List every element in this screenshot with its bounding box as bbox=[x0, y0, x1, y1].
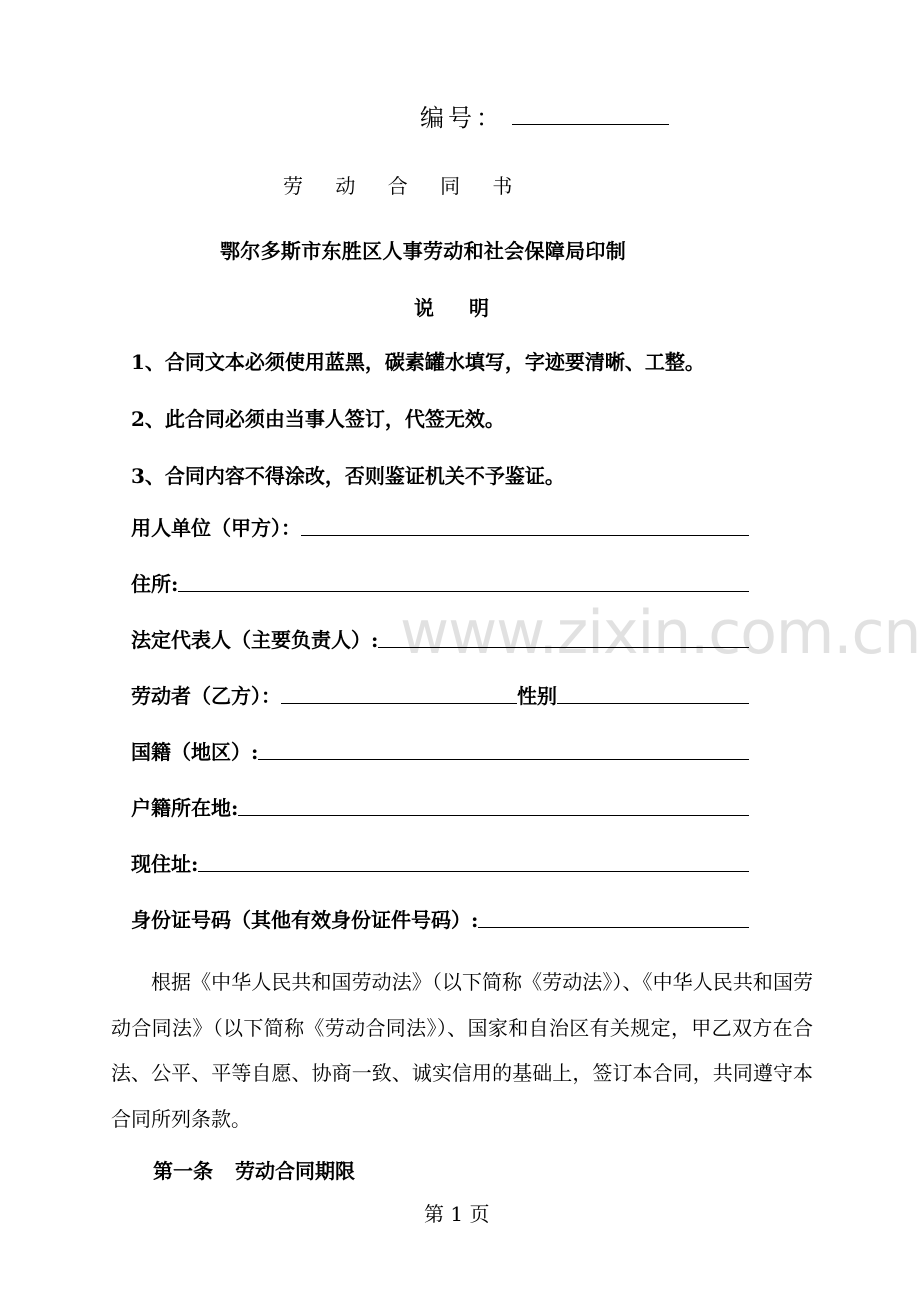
nationality-blank[interactable] bbox=[258, 735, 749, 760]
address-blank[interactable] bbox=[178, 567, 749, 592]
note-item: 3、合同内容不得涂改，否则鉴证机关不予鉴证。 bbox=[131, 464, 565, 488]
document-title: 劳 动 合 同 书 bbox=[283, 174, 526, 198]
worker-field bbox=[131, 676, 749, 710]
employer-blank[interactable] bbox=[301, 511, 749, 536]
page-number: 第 1 页 bbox=[424, 1202, 490, 1226]
gender-label: 性别 bbox=[517, 684, 557, 708]
legal-rep-field bbox=[131, 620, 749, 654]
household-label: 户籍所在地: bbox=[131, 796, 239, 820]
article-title: 劳动合同期限 bbox=[235, 1159, 355, 1183]
note-item: 1、合同文本必须使用蓝黑，碳素罐水填写，字迹要清晰、工整。 bbox=[131, 350, 705, 374]
intro-paragraph: 根据《中华人民共和国劳动法》（以下简称《劳动法》）、《中华人民共和国劳动合同法》（以下简称《劳动合同法》）、国家和自治区有关规定，甲乙双方在合法、公平、平等自愿、协商一致、诚实信用的基础上，签订本合同，共同遵守本合同所列条款。 bbox=[111, 970, 813, 1131]
contract-number-label: 编号： bbox=[420, 104, 504, 132]
gender-blank[interactable] bbox=[557, 679, 749, 704]
id-number-label: 身份证号码（其他有效身份证件号码）: bbox=[131, 908, 479, 932]
current-address-blank[interactable] bbox=[198, 847, 749, 872]
contract-number-blank[interactable] bbox=[512, 124, 669, 125]
legal-rep-blank[interactable] bbox=[378, 623, 749, 648]
address-field bbox=[131, 564, 749, 598]
id-number-blank[interactable] bbox=[478, 903, 749, 928]
address-label: 住所: bbox=[131, 572, 179, 596]
nationality-label: 国籍（地区）: bbox=[131, 740, 259, 764]
notes-heading: 说 明 bbox=[414, 296, 503, 320]
worker-label: 劳动者（乙方）： bbox=[131, 684, 281, 708]
nationality-field bbox=[131, 732, 749, 766]
employer-label: 用人单位（甲方）： bbox=[131, 516, 301, 540]
note-item: 2、此合同必须由当事人签订，代签无效。 bbox=[131, 407, 505, 431]
article-number: 第一条 bbox=[153, 1159, 213, 1183]
worker-blank[interactable] bbox=[281, 679, 517, 704]
id-number-field bbox=[131, 900, 749, 934]
household-blank[interactable] bbox=[238, 791, 749, 816]
watermark: www.zixin.com.cn bbox=[400, 598, 920, 668]
employer-field bbox=[131, 508, 749, 542]
current-address-field bbox=[131, 844, 749, 878]
household-field bbox=[131, 788, 749, 822]
publisher-line: 鄂尔多斯市东胜区人事劳动和社会保障局印制 bbox=[220, 239, 626, 263]
article-heading bbox=[153, 1155, 355, 1184]
current-address-label: 现住址: bbox=[131, 852, 199, 876]
legal-rep-label: 法定代表人（主要负责人）: bbox=[131, 628, 379, 652]
